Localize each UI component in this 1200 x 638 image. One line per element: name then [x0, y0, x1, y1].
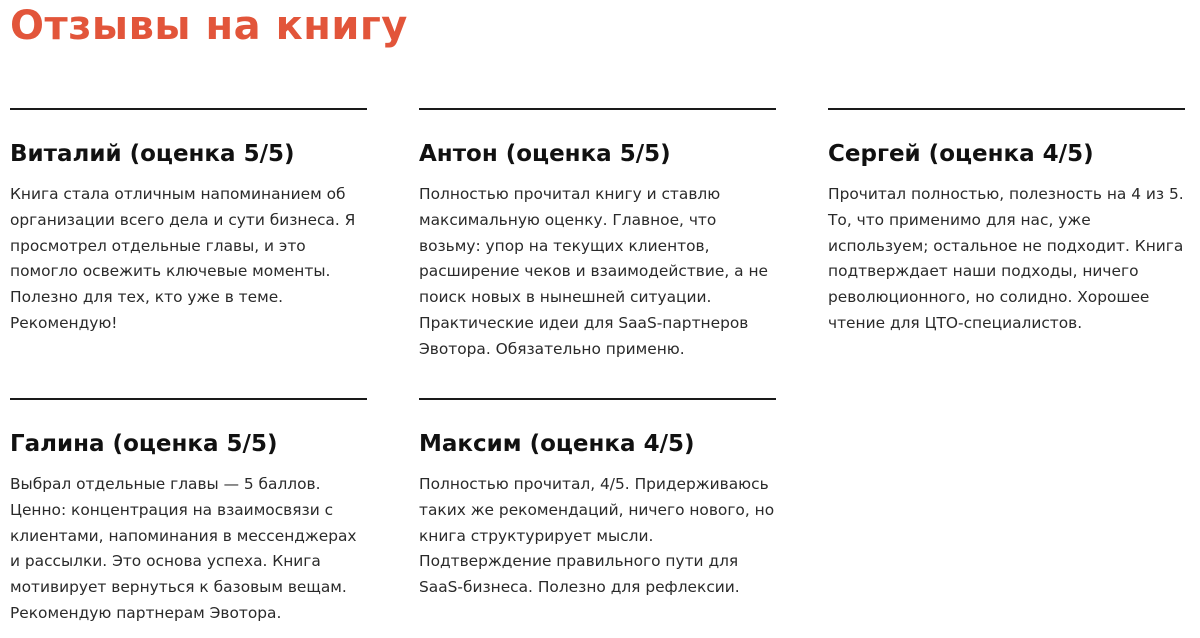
review-card-galina — [10, 398, 367, 638]
page-title: Отзывы на книгу — [10, 3, 408, 49]
review-text: Полностью прочитал книгу и ставлю максимальную оценку. Главное, что возьму: упор на текущих клиентов, расширение чеков и взаимодействие, а не поиск новых в нынешней ситуации. Практические идеи для SaaS-партнеров Эвотора. Обязательно применю. — [419, 185, 768, 358]
review-text: Прочитал полностью, полезность на 4 из 5. То, что применимо для нас, уже используем; остальное не подходит. Книга подтверждает наши подходы, ничего революционного, но солидно. Хорошее чтение для ЦТО-специалистов. — [828, 185, 1184, 332]
review-heading: Галина (оценка 5/5) — [10, 431, 278, 457]
review-heading: Максим (оценка 4/5) — [419, 431, 695, 457]
review-card-maxim — [419, 398, 776, 638]
review-heading: Сергей (оценка 4/5) — [828, 141, 1094, 167]
review-text: Полностью прочитал, 4/5. Придерживаюсь таких же рекомендаций, ничего нового, но книга структурирует мысли. Подтверждение правильного пути для SaaS-бизнеса. Полезно для рефлексии. — [419, 475, 775, 597]
review-heading: Антон (оценка 5/5) — [419, 141, 671, 167]
review-card-sergey — [828, 108, 1185, 398]
reviews-grid — [10, 108, 1190, 638]
review-text: Книга стала отличным напоминанием об организации всего дела и сути бизнеса. Я просмотрел отдельные главы, и это помогло освежить ключевые моменты. Полезно для тех, кто уже в теме. Рекомендую! — [10, 185, 356, 332]
review-card-anton — [419, 108, 776, 398]
review-card-vitaly — [10, 108, 367, 398]
review-text: Выбрал отдельные главы — 5 баллов. Ценно: концентрация на взаимосвязи с клиентами, напоминания в мессенджерах и рассылки. Это основа успеха. Книга мотивирует вернуться к базовым вещам. Рекомендую партнерам Эвотора. — [10, 475, 357, 622]
review-heading: Виталий (оценка 5/5) — [10, 141, 295, 167]
